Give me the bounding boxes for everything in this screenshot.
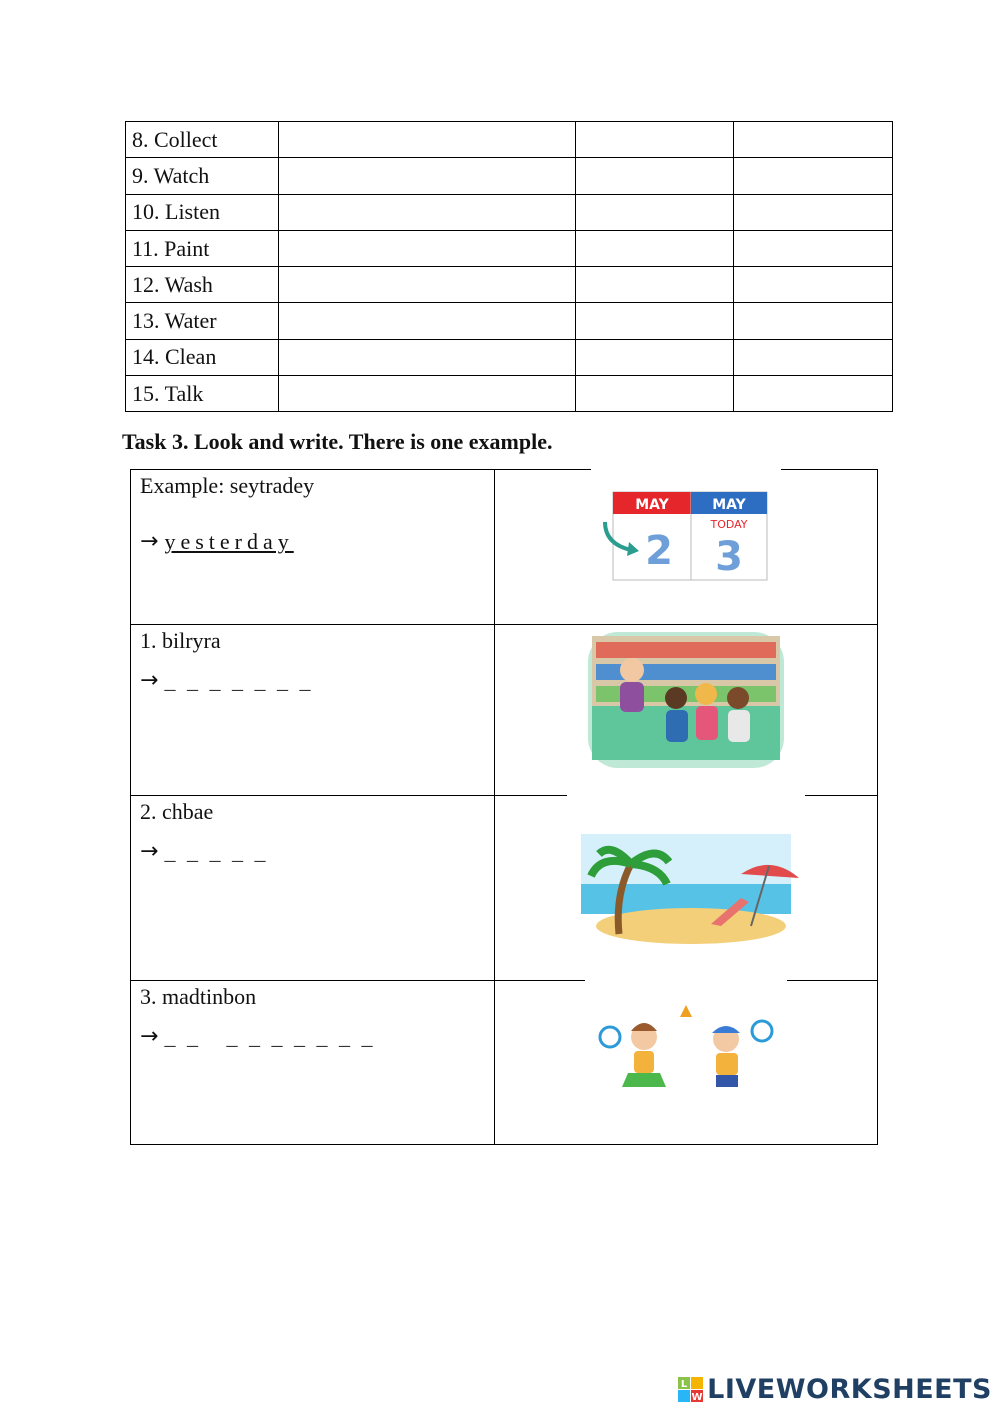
answer-cell[interactable] [576, 230, 734, 266]
svg-text:W: W [691, 1391, 703, 1403]
table-row [126, 303, 893, 339]
word-cell [131, 470, 495, 625]
scrambled-word: Example: seytradey [140, 473, 315, 498]
answer-cell[interactable] [734, 158, 893, 194]
verb-cell: 8. Collect [126, 122, 279, 158]
answer-cell[interactable] [576, 158, 734, 194]
answer-blanks[interactable]: _ _ _ _ _ _ _ _ _ [164, 1024, 376, 1049]
answer-line [140, 529, 485, 555]
answer-cell[interactable] [576, 339, 734, 375]
picture-cell [495, 625, 878, 796]
student [727, 687, 749, 709]
answer-cell[interactable] [278, 339, 576, 375]
table-row [126, 230, 893, 266]
racket-icon [752, 1021, 772, 1041]
liveworksheets-logo [678, 1374, 992, 1405]
verb-cell: 14. Clean [126, 339, 279, 375]
word-cell [131, 625, 495, 796]
answer-cell[interactable] [278, 122, 576, 158]
table-row [131, 796, 878, 981]
verb-cell: 11. Paint [126, 230, 279, 266]
answer-cell[interactable] [278, 376, 576, 412]
arrow-icon: → [140, 529, 159, 554]
answer-cell[interactable] [278, 194, 576, 230]
task-title: Task 3. Look and write. There is one example. [122, 429, 553, 454]
answer-cell[interactable] [576, 122, 734, 158]
answer-cell[interactable] [734, 267, 893, 303]
logo-mark-icon [678, 1377, 704, 1403]
table-row [126, 158, 893, 194]
picture-cell [495, 981, 878, 1145]
answer-line[interactable] [140, 839, 485, 865]
beach-picture [571, 814, 801, 954]
answer-cell[interactable] [576, 376, 734, 412]
teacher [620, 658, 644, 682]
student [665, 687, 687, 709]
word-cell [131, 981, 495, 1145]
verb-cell: 13. Water [126, 303, 279, 339]
answer-blanks[interactable]: _ _ _ _ _ _ _ [164, 668, 314, 693]
calendar-month-right: MAY [712, 497, 746, 513]
answer-blanks[interactable]: _ _ _ _ _ [164, 839, 269, 864]
table-row [126, 339, 893, 375]
answer-cell[interactable] [734, 194, 893, 230]
answer-cell[interactable] [278, 158, 576, 194]
answer-cell[interactable] [278, 230, 576, 266]
verb-cell: 12. Wash [126, 267, 279, 303]
verb-table [125, 121, 893, 412]
answer-cell[interactable] [734, 376, 893, 412]
answer-cell[interactable] [734, 122, 893, 158]
racket-icon [600, 1027, 620, 1047]
badminton-picture [586, 995, 786, 1125]
answer-cell[interactable] [278, 303, 576, 339]
answer-cell[interactable] [734, 339, 893, 375]
shuttlecock-icon [680, 1005, 692, 1017]
table-row [126, 122, 893, 158]
task3-table [130, 469, 878, 1145]
verb-cell: 15. Talk [126, 376, 279, 412]
table-row [131, 981, 878, 1145]
answer-cell[interactable] [278, 267, 576, 303]
calendar-day-right: 3 [715, 534, 743, 580]
arrow-icon: → [140, 1024, 159, 1049]
student [695, 683, 717, 705]
sand [596, 908, 786, 944]
scrambled-word: 3. madtinbon [140, 984, 257, 1009]
arrow-icon: → [140, 668, 159, 693]
answer-cell[interactable] [576, 267, 734, 303]
library-picture [586, 628, 786, 773]
verb-cell: 9. Watch [126, 158, 279, 194]
table-row [126, 194, 893, 230]
scrambled-word: 2. chbae [140, 799, 214, 824]
word-cell [131, 796, 495, 981]
brand-name: LIVEWORKSHEETS [707, 1374, 992, 1405]
arrow-icon: → [140, 839, 159, 864]
picture-cell [495, 796, 878, 981]
answer-line[interactable] [140, 1024, 485, 1050]
verb-cell: 10. Listen [126, 194, 279, 230]
answer-line[interactable] [140, 668, 485, 694]
calendar-day-left: 2 [645, 528, 673, 574]
example-answer: yesterday [164, 529, 294, 554]
answer-cell[interactable] [734, 230, 893, 266]
picture-cell [495, 470, 878, 625]
answer-cell[interactable] [734, 303, 893, 339]
table-row [126, 267, 893, 303]
table-row [131, 470, 878, 625]
table-row [126, 376, 893, 412]
answer-cell[interactable] [576, 303, 734, 339]
calendar-month-left: MAY [635, 497, 669, 513]
answer-cell[interactable] [576, 194, 734, 230]
calendar-picture [601, 484, 771, 594]
scrambled-word: 1. bilryra [140, 628, 221, 653]
svg-text:L: L [680, 1378, 688, 1390]
calendar-today-label: TODAY [710, 518, 748, 531]
table-row [131, 625, 878, 796]
